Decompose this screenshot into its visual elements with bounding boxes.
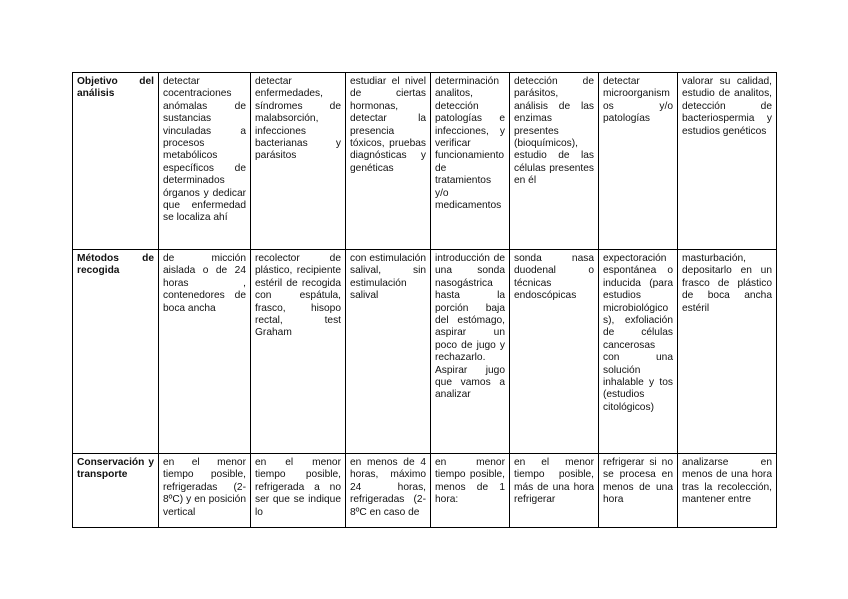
cell-text: masturbación, depositarlo en un frasco de plástico de boca ancha estéril <box>682 253 772 314</box>
row-header <box>73 73 159 250</box>
cell-text: en el menor tiempo posible, más de una hora refrigerar <box>514 457 594 506</box>
cell-text: expectoración espontánea o inducida (para estudios microbiológicos), exfoliación de células cancerosas con una solución inhalable y tos (estudios citológicos) <box>603 253 673 413</box>
table-cell <box>678 73 777 250</box>
table-cell <box>431 454 510 528</box>
table-cell <box>159 73 251 250</box>
table-cell <box>599 73 678 250</box>
table-cell <box>431 250 510 454</box>
cell-text: detectar enfermedades, síndromes de malabsorción, infecciones bacterianas y parásitos <box>255 76 341 162</box>
cell-text: detectar microorganismos y/o patologías <box>603 76 673 125</box>
cell-text: sonda nasa duodenal o técnicas endoscópicas <box>514 253 594 302</box>
cell-text: con estimulación salival, sin estimulación salival <box>350 253 426 302</box>
table-row <box>73 73 777 250</box>
table-cell <box>159 250 251 454</box>
table-cell <box>599 454 678 528</box>
table-cell <box>346 250 431 454</box>
row-header-text: Objetivo del análisis <box>77 76 154 100</box>
table-cell <box>510 73 599 250</box>
cell-text: introducción de una sonda nasogástrica hasta la porción baja del estómago, aspirar un poco de jugo y rechazarlo. Aspirar jugo que vamos a analizar <box>435 253 505 401</box>
table-cell <box>510 454 599 528</box>
cell-text: en el menor tiempo posible, refrigeradas (2-8ºC) y en posición vertical <box>163 457 246 518</box>
table-cell <box>431 73 510 250</box>
table-cell <box>159 454 251 528</box>
row-header-text: Conservación y transporte <box>77 457 154 481</box>
cell-text: de micción aislada o de 24 horas , contenedores de boca ancha <box>163 253 246 314</box>
specimen-table <box>72 72 777 528</box>
table-row <box>73 250 777 454</box>
cell-text: en menos de 4 horas, máximo 24 horas, refrigeradas (2-8ºC en caso de <box>350 457 426 518</box>
cell-text: determinación analitos, detección patologías e infecciones, y verificar funcionamiento de tratamientos y/o medicamentos <box>435 76 505 212</box>
cell-text: en el menor tiempo posible, refrigerada a no ser que se indique lo <box>255 457 341 518</box>
table-cell <box>251 73 346 250</box>
cell-text: valorar su calidad, estudio de analitos, detección de bacteriospermia y estudios genéticos <box>682 76 772 137</box>
table-cell <box>678 250 777 454</box>
cell-text: en menor tiempo posible, menos de 1 hora: <box>435 457 505 506</box>
cell-text: detección de parásitos, análisis de las enzimas presentes (bioquímicos), estudio de las células presentes en él <box>514 76 594 187</box>
cell-text: detectar cocentraciones anómalas de sustancias vinculadas a procesos metabólicos específicos de determinados órganos y dedicar que enfermedad se localiza ahí <box>163 76 246 224</box>
table-cell <box>599 250 678 454</box>
table-cell <box>251 250 346 454</box>
row-header <box>73 250 159 454</box>
table-cell <box>510 250 599 454</box>
row-header <box>73 454 159 528</box>
row-header-text: Métodos de recogida <box>77 253 154 277</box>
cell-text: refrigerar si no se procesa en menos de una hora <box>603 457 673 506</box>
table-cell <box>346 454 431 528</box>
cell-text: analizarse en menos de una hora tras la recolección, mantener entre <box>682 457 772 506</box>
table-cell <box>346 73 431 250</box>
table-row <box>73 454 777 528</box>
cell-text: recolector de plástico, recipiente estéril de recogida con espátula, frasco, hisopo rectal, test Graham <box>255 253 341 339</box>
table-cell <box>251 454 346 528</box>
cell-text: estudiar el nivel de ciertas hormonas, detectar la presencia tóxicos, pruebas diagnósticas y genéticas <box>350 76 426 174</box>
table-cell <box>678 454 777 528</box>
